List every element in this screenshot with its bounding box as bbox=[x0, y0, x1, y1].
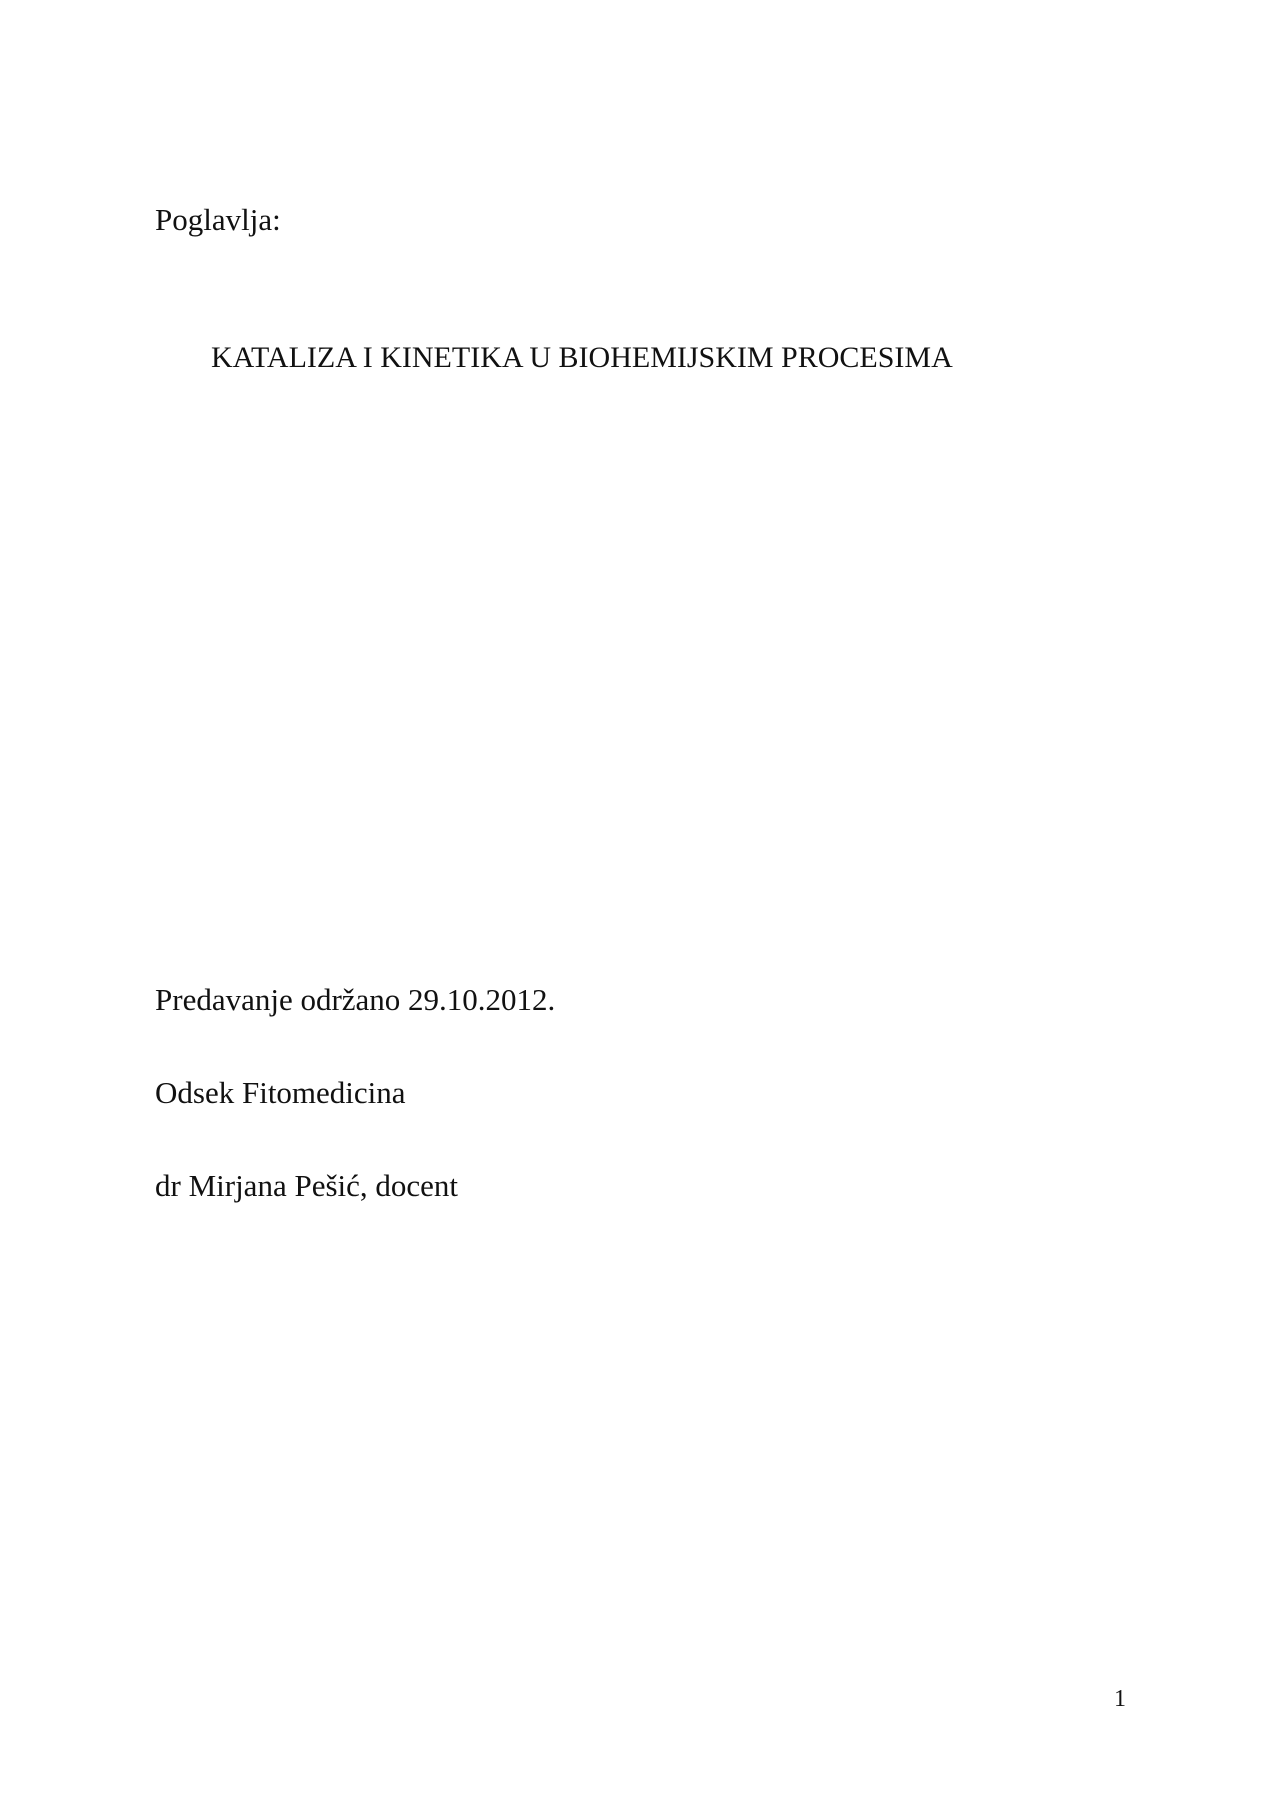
page-number: 1 bbox=[1114, 1686, 1126, 1712]
department: Odsek Fitomedicina bbox=[155, 1075, 406, 1110]
lecture-date: Predavanje održano 29.10.2012. bbox=[155, 982, 556, 1017]
document-title: KATALIZA I KINETIKA U BIOHEMIJSKIM PROCESIMA bbox=[211, 341, 953, 374]
chapter-label: Poglavlja: bbox=[155, 202, 281, 237]
author: dr Mirjana Pešić, docent bbox=[155, 1168, 459, 1203]
